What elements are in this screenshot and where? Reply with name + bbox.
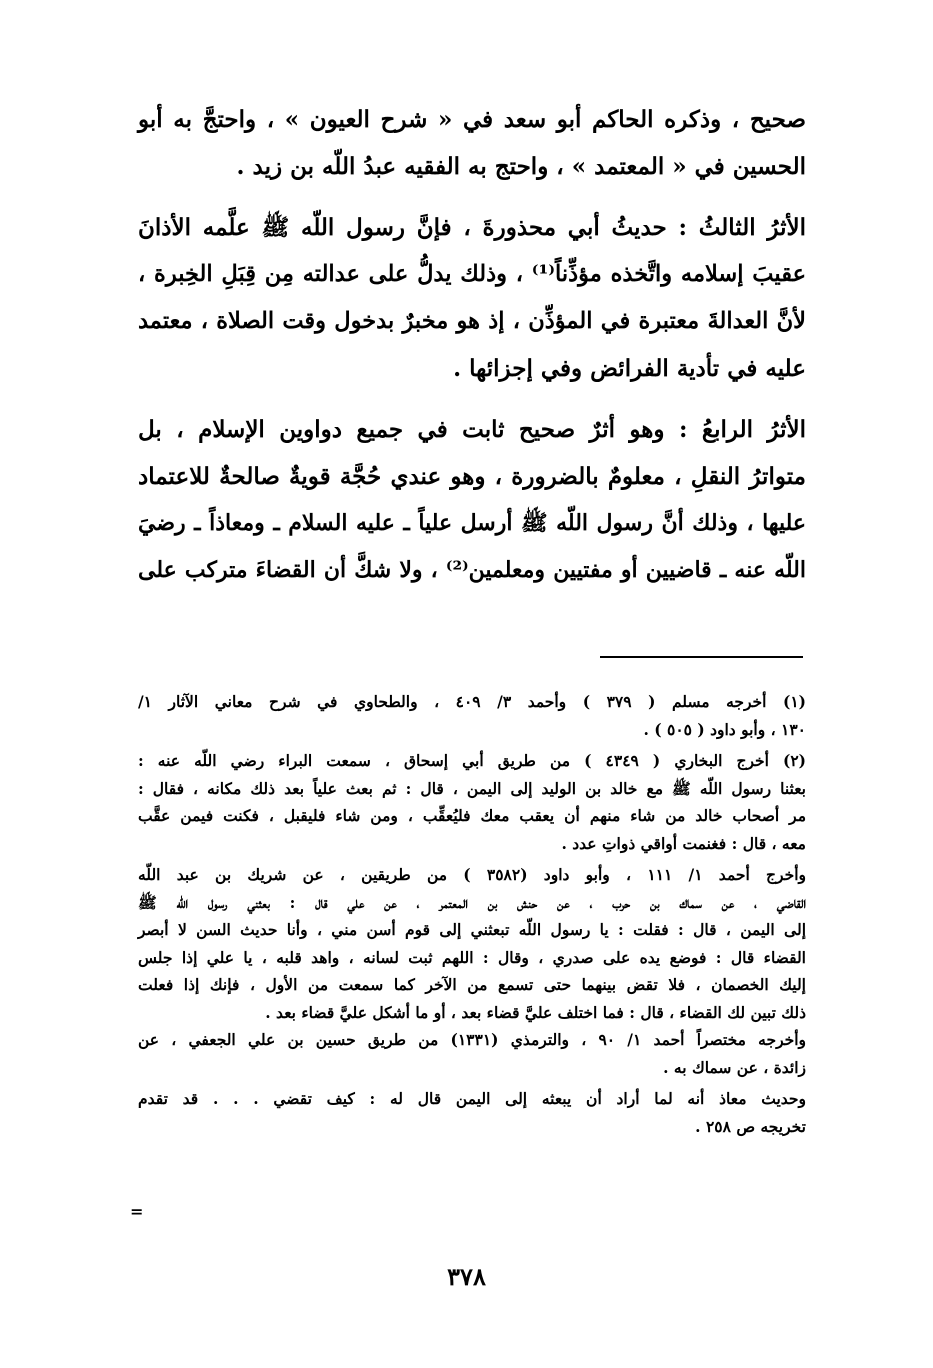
continuation-mark: =	[130, 1202, 144, 1221]
footnote-line: مر أصحاب خالد من شاء منهم أن يعقب معك فليُعقِّب ، ومن شاء فليقبل ، فكنت فيمن عقَّب	[138, 806, 806, 825]
footnote	[138, 1085, 806, 1140]
text-line: اللّه عنه ـ قاضيين أو مفتيين ومعلمين⁽²⁾ ، ولا شكَّ أن القضاءَ متركب على	[138, 557, 806, 583]
text-line: الأثرُ الثالثُ : حديثُ أبي محذورةَ ، فإنَّ رسول اللّه ﷺ علَّمه الأذانَ	[138, 214, 806, 241]
text-line: لأنَّ العدالةَ معتبرة في المؤذِّن ، إذ هو مخبرٌ بدخول وقت الصلاة ، معتمد	[138, 308, 806, 334]
footnote-line: تخريجه ص ٢٥٨ .	[695, 1116, 806, 1136]
paragraph-gap	[138, 392, 806, 406]
paragraph-gap	[138, 190, 806, 204]
footnote-line: بعثنا رسول اللّه ﷺ مع خالد بن الوليد إلى اليمن ، قال : ثم بعث علياً بعد ذلك مكانه ، فقال :	[138, 778, 806, 798]
footnote-line: (٢) أخرج البخاري ( ٤٣٤٩ ) من طريق أبي إسحاق ، سمعت البراء رضي اللّه عنه :	[138, 751, 806, 770]
text-line: عليها ، وذلك أنَّ رسول اللّه ﷺ أرسل علياً ـ عليه السلام ـ ومعاذاً ـ رضيَ	[138, 510, 806, 536]
text-line: عليه في تأدية الفرائض وفي إجزائها .	[453, 355, 806, 382]
footnote-line: وأخرج أحمد ١/ ١١١ ، وأبو داود (٣٥٨٢ ) من طريقين ، عن شريك بن عبد اللّه	[138, 865, 806, 884]
footnote	[138, 861, 806, 1081]
footnote-line: إليك الخصمان ، فلا تقض بينهما حتى تسمع من الآخر كما سمعت من الأول ، فإنك إذا فعلت	[138, 975, 806, 994]
main-text	[138, 96, 806, 594]
footnote-line: القضاء قال : فوضع يده على صدري ، وقال : اللهم ثبت لسانه ، واهد قلبه ، يا علي إذا جلس	[138, 947, 806, 967]
footnote-line: معه ، قال : فغنمت أواقي ذواتِ عدد .	[561, 833, 806, 853]
footnote-line: ذلك تبين لك القضاء ، قال : فما اختلف عليَّ قضاء بعد ، أو ما أشكل عليَّ قضاء بعد .	[265, 1002, 806, 1022]
footnote-line: ١٣٠ ، وأبو داود ( ٥٠٥ ) .	[643, 719, 806, 739]
text-line: عقيبَ إسلامه واتَّخذه مؤذِّناً⁽¹⁾ ، وذلك يدلُّ على عدالته مِن قِبَلِ الخِبرة ،	[138, 261, 806, 287]
paragraph	[138, 204, 806, 392]
footnote-line: إلى اليمن ، قال : فقلت : يا رسول اللّه تبعثني إلى قوم أسن مني ، وأنا حديث السن لا أبصر	[138, 920, 806, 939]
paragraph	[138, 96, 806, 190]
page-number: ٣٧٨	[447, 1262, 486, 1291]
text-line: الأثرُ الرابعُ : وهو أثرٌ صحيح ثابت في جميع دواوين الإسلام ، بل	[138, 416, 806, 443]
text-line: صحيح ، وذكره الحاكم أبو سعد في « شرح العيون » ، واحتجَّ به أبو	[138, 106, 806, 133]
text-line: متواترُ النقلِ ، معلومٌ بالضرورة ، وهو عندي حُجَّة قويةٌ صالحةٌ للاعتماد	[138, 463, 806, 490]
footnote-line: القاضي ، عن سماك بن حرب ، عن حنش بن المعتمر ، عن علي قال : بعثني رسول اللّه ﷺ	[138, 892, 806, 912]
footnote-separator	[600, 656, 803, 658]
footnote-line: وأخرجه مختصراً أحمد ١/ ٩٠ ، والترمذي (١٣٣١) من طريق حسين بن علي الجعفي ، عن	[138, 1030, 807, 1049]
footnote-line: زائدة ، عن سماك به .	[663, 1057, 806, 1077]
footnote	[138, 747, 806, 857]
footnote-line: (١) أخرجه مسلم ( ٣٧٩ ) وأحمد ٣/ ٤٠٩ ، والطحاوي في شرح معاني الآثار ١/	[138, 692, 806, 711]
footnotes	[138, 688, 806, 1140]
paragraph	[138, 406, 806, 594]
footnote-line: وحديث معاذ أنه لما أراد أن يبعثه إلى اليمن قال له : كيف تقضي . . . قد تقدم	[138, 1089, 806, 1108]
footnote	[138, 688, 806, 743]
text-line: الحسين في « المعتمد » ، واحتج به الفقيه عبدُ اللّه بن زيد .	[236, 153, 806, 180]
